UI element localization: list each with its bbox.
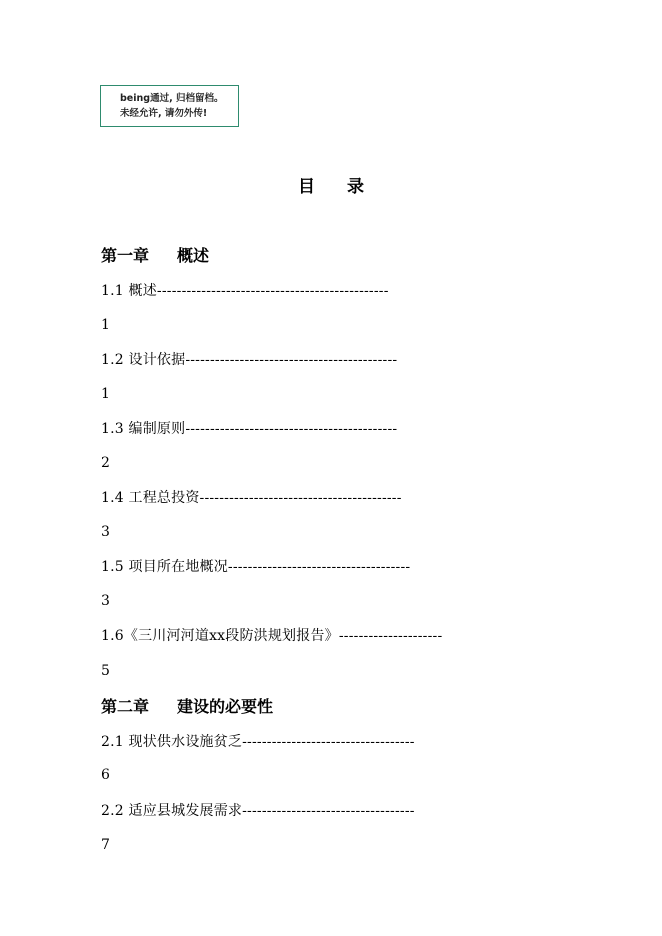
toc-page-number: 5 [101, 663, 110, 679]
approval-stamp [100, 85, 239, 127]
toc-page-number: 2 [101, 455, 110, 471]
stamp-line-1: being通过, 归档留档。 [120, 93, 224, 104]
toc-page-number: 7 [101, 837, 110, 853]
toc-page-number: 1 [101, 386, 110, 402]
toc-entry[interactable]: 2.2 适应县城发展需求----------------------------------- [101, 803, 415, 819]
chapter-number: 第一章 [101, 246, 150, 265]
chapter-title: 建设的必要性 [177, 697, 274, 716]
stamp-line-2: 未经允许, 请勿外传! [120, 108, 208, 119]
toc-page-number: 3 [101, 524, 110, 540]
chapter-number: 第二章 [101, 697, 150, 716]
toc-page-number: 1 [101, 317, 110, 333]
toc-page-number: 6 [101, 767, 110, 783]
page-title: 目录 [298, 177, 396, 197]
chapter-title: 概述 [177, 246, 210, 265]
toc-page-number: 3 [101, 593, 110, 609]
chapter-heading-2 [101, 694, 273, 717]
toc-entry[interactable]: 1.6《三川河河道xx段防洪规划报告》--------------------- [101, 628, 443, 644]
toc-entry[interactable]: 1.1 概述----------------------------------------------- [101, 283, 389, 299]
toc-entry[interactable]: 1.3 编制原则------------------------------------------- [101, 421, 398, 437]
toc-entry[interactable]: 1.4 工程总投资----------------------------------------- [101, 490, 402, 506]
toc-entry[interactable]: 1.5 项目所在地概况------------------------------------- [101, 559, 411, 575]
toc-entry[interactable]: 2.1 现状供水设施贫乏----------------------------------- [101, 734, 415, 750]
toc-entry[interactable]: 1.2 设计依据------------------------------------------- [101, 352, 398, 368]
chapter-heading-1 [101, 243, 209, 266]
